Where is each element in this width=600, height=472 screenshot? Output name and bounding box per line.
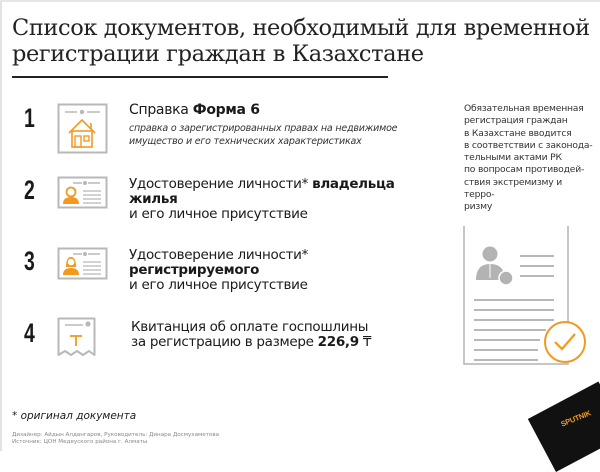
sputnik-logo: SPUTNIK [559,408,593,429]
item-number: 4 [24,318,35,348]
house-certificate-icon [57,103,109,159]
item-label: Справка [129,102,193,118]
title-line-2: регистрации граждан в Казахстане [12,41,424,67]
frame-border-left [0,0,2,451]
side-note-line: регистрация граждан [464,115,568,127]
item-label: Удостоверение личности* [129,176,313,192]
side-note-line: ризму [464,201,493,213]
item-subtext-line-1: справка о зарегистрированных правах на недвижимое [129,123,398,134]
fee-amount: 226,9 [317,334,359,350]
item-text [129,177,440,222]
footnote: * оригинал документа [12,410,137,422]
receipt-tenge-icon [57,317,97,367]
approved-document-icon [462,226,592,370]
item-label-bold: владельца жилья [129,176,395,207]
id-card-male-icon [57,176,109,214]
title-underline [12,76,388,78]
side-note-line: в Казахстане вводится [464,127,572,139]
item-number: 2 [24,175,35,205]
document-item-2 [0,175,440,222]
item-text [131,320,371,350]
item-line-1: Квитанция об оплате госпошлины [131,319,369,335]
side-note-line: ствия экстремизму и терро- [464,176,562,201]
item-line-2 [131,335,371,350]
item-subtext-line-2: имущество и его технических характеристиках [129,136,362,147]
item-subtext [129,122,397,148]
item-text [129,248,440,293]
title-line-1: Список документов, необходимый для временной [12,15,590,41]
item-line-1 [129,177,440,207]
item-label-bold: регистрируемого [129,262,260,278]
item-text [129,103,397,148]
document-item-4 [0,318,440,368]
credits-designer: Дизайнер: Айдын Алдангаров, Руководитель: Динара Досмухаметова [12,432,220,438]
side-note [464,103,594,214]
tenge-currency-icon: ₸ [362,334,372,350]
side-note-line: тельными актами РК [464,152,562,164]
side-note-line: в соответствии с законода- [464,139,593,151]
item-number: 3 [24,246,35,276]
item-label: Удостоверение личности* [129,247,309,263]
item-label: за регистрацию в размере [131,334,318,350]
item-number: 1 [24,103,35,133]
frame-border-top [0,0,600,2]
document-item-3 [0,246,440,293]
item-line-2: и его личное присутствие [129,206,308,222]
item-line-1 [129,248,440,278]
side-note-line: Обязательная временная [464,103,584,114]
document-item-1 [0,98,440,168]
item-line-2: и его личное присутствие [129,277,308,293]
credits-source: Источник: ЦОН Медеуского района г. Алматы [12,439,148,445]
page-title [12,15,590,67]
side-note-line: по вопросам противодей- [464,164,585,176]
credits [12,432,219,446]
item-label-bold: Форма 6 [192,102,260,118]
id-card-female-icon [57,247,109,285]
